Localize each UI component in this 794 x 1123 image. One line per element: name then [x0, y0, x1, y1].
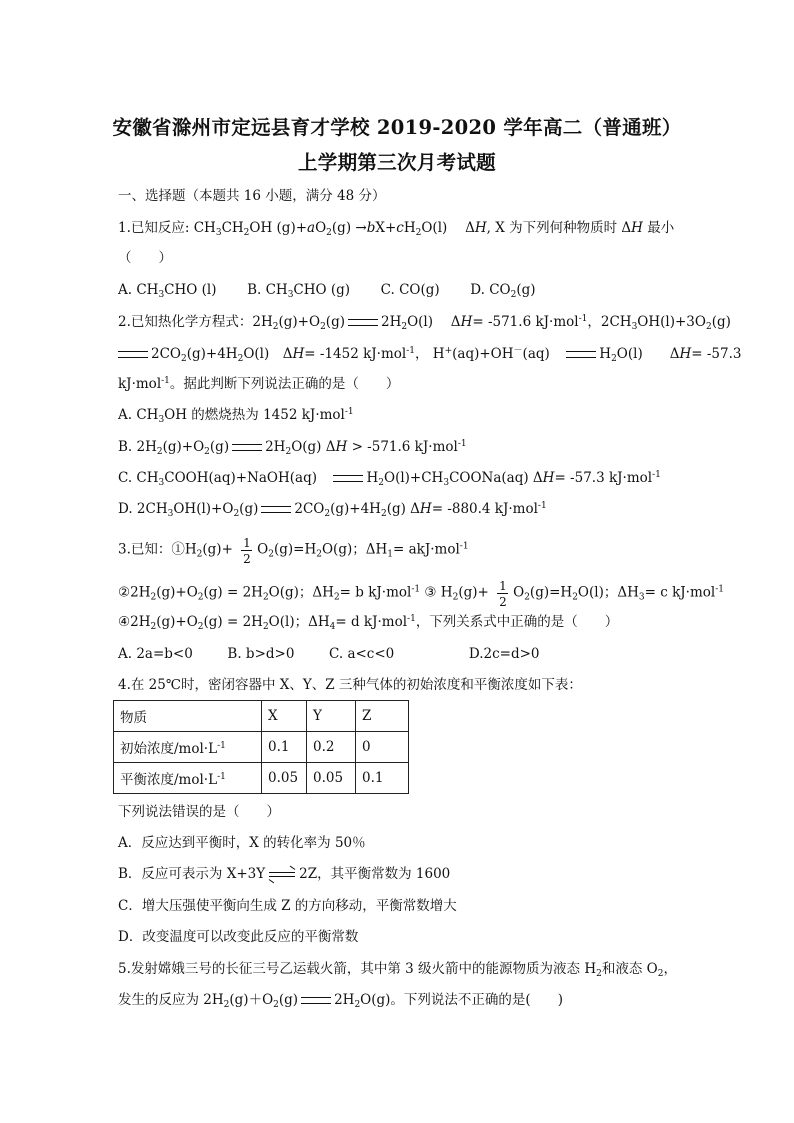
- question-3-stem-line-2: $②2H_2(g)+O_2(g) = 2H_2O(g)$；$\Delta H_2= b$ kJ·mol$^{-1}$ ③ $H_2(g)+$ $\frac{1}{2}$ $O_2(g)=H_2O(l)$；$\Delta H_3= c$ kJ·mol$^{-1}$: [118, 579, 724, 609]
- table-row-label: 平衡浓度$/mol\cdot L^{-1}$: [114, 763, 262, 794]
- table-cell: 0.2: [307, 732, 356, 763]
- table-row: [114, 763, 409, 794]
- question-2-stem-line-1: 2.已知热化学方程式：$2H_2(g)+O_2(g)$ $2H_2O(l)$ ΔH= -571.6 kJ·mol$^{-1}$，$2CH_3OH(l)+3O_2(g)$: [118, 314, 731, 332]
- table-row: [114, 732, 409, 763]
- question-5-stem-line-2: 发生的反应为 $2H_2(g)+O_2(g)$ $2H_2O(g)$。下列说法不正确的是( ): [118, 992, 563, 1010]
- question-2-stem-line-3: kJ·mol$^{-1}$。据此判断下列说法正确的是（ ）: [118, 376, 400, 392]
- table-header-row: [114, 701, 409, 732]
- question-2-option-c: C. $CH_3COOH(aq)+NaOH(aq)$ $H_2O(l)+CH_3COONa(aq)$ ΔH= -57.3 kJ·mol$^{-1}$: [118, 470, 661, 488]
- option-c: C. CO(g): [380, 282, 440, 298]
- exam-title-line-1: 安徽省滁州市定远县育才学校 2019-2020 学年高二（普通班）: [112, 116, 682, 139]
- question-3-options: [118, 645, 540, 663]
- question-3-stem-line-1: 3.已知：$①H_2(g)+$ $\frac{1}{2}$ $O_2(g)=H_2O(g)$；$\Delta H_1= akJ\cdot mol^{-1}$: [118, 536, 469, 566]
- table-row-label: 初始浓度$/mol\cdot L^{-1}$: [114, 732, 262, 763]
- question-1-options: [118, 281, 536, 299]
- question-2-option-d: D. $2CH_3OH(l)+O_2(g)$ $2CO_2(g)+4H_2(g)$ ΔH= -880.4 kJ·mol$^{-1}$: [118, 501, 547, 519]
- option-c: C. a<c<0: [329, 646, 395, 662]
- question-4-stem: 4.在 25℃时，密闭容器中 X、Y、Z 三种气体的初始浓度和平衡浓度如下表：: [118, 677, 582, 693]
- table-header-cell: Z: [356, 701, 409, 732]
- question-4-option-b: B．反应可表示为 X+3Y 2Z，其平衡常数为 1600: [118, 866, 451, 882]
- table-header-cell: X: [262, 701, 307, 732]
- table-cell: 0.05: [262, 763, 307, 794]
- question-5-stem-line-1: 5.发射嫦娥三号的长征三号乙运载火箭，其中第 3 级火箭中的能源物质为液态 $H_2$和液态 $O_2$，: [118, 961, 677, 979]
- option-b: B. b>d>0: [227, 646, 295, 662]
- table-header-cell: 物质: [114, 701, 262, 732]
- fraction-one-half: $\frac{1}{2}$: [243, 536, 251, 566]
- option-a: A. 2a=b<0: [118, 646, 193, 662]
- question-1-answer-paren: （ ）: [118, 250, 172, 266]
- question-4-option-d: D．改变温度可以改变此反应的平衡常数: [118, 929, 359, 945]
- question-4-option-a: A．反应达到平衡时，X 的转化率为 50％: [118, 835, 366, 851]
- table-cell: 0: [356, 732, 409, 763]
- question-2-stem-line-2: $2CO_2(g)+4H_2O(l)$ ΔH= -1452 kJ·mol$^{-1}$， H+(aq)+OH－(aq) $H_2O(l)$ ΔH= -57.3: [118, 345, 741, 363]
- fraction-one-half: $\frac{1}{2}$: [499, 579, 507, 609]
- option-d: D.2c=d>0: [468, 646, 540, 662]
- question-1-stem: 1.已知反应: $CH_3CH_2OH$ $(g)+aO_2(g) \to bX+cH_2O(l)$ ΔH, X 为下列何种物质时 ΔH 最小: [118, 220, 675, 238]
- option-b: B. $CH_3CHO$ (g): [247, 282, 351, 300]
- question-3-stem-line-3: $④2H_2(g)+O_2(g) = 2H_2O(l)$；$\Delta H_4= d$ kJ·mol$^{-1}$，下列关系式中正确的是（ ）: [118, 614, 619, 632]
- equilibrium-arrow-icon: [269, 870, 295, 880]
- question-4-ask: 下列说法错误的是（ ）: [118, 804, 280, 820]
- table-cell: 0.05: [307, 763, 356, 794]
- option-d: D. $CO_2(g)$: [470, 282, 536, 300]
- concentration-table: [113, 700, 409, 794]
- question-2-option-a: A. $CH_3OH$ 的燃烧热为 1452 kJ·mol$^{-1}$: [118, 407, 354, 425]
- question-2-option-b: B. $2H_2(g)+O_2(g)$ $2H_2O(g) \Delta H > -571.6$ kJ·mol$^{-1}$: [118, 439, 467, 457]
- question-4-option-c: C．增大压强使平衡向生成 Z 的方向移动，平衡常数增大: [118, 898, 457, 914]
- section-heading: 一、选择题（本题共 16 小题，满分 48 分）: [118, 188, 386, 204]
- exam-title-line-2: 上学期第三次月考试题: [297, 151, 496, 174]
- option-a: A. $CH_3CHO$ (l): [118, 282, 217, 300]
- table-cell: 0.1: [356, 763, 409, 794]
- table-cell: 0.1: [262, 732, 307, 763]
- table-header-cell: Y: [307, 701, 356, 732]
